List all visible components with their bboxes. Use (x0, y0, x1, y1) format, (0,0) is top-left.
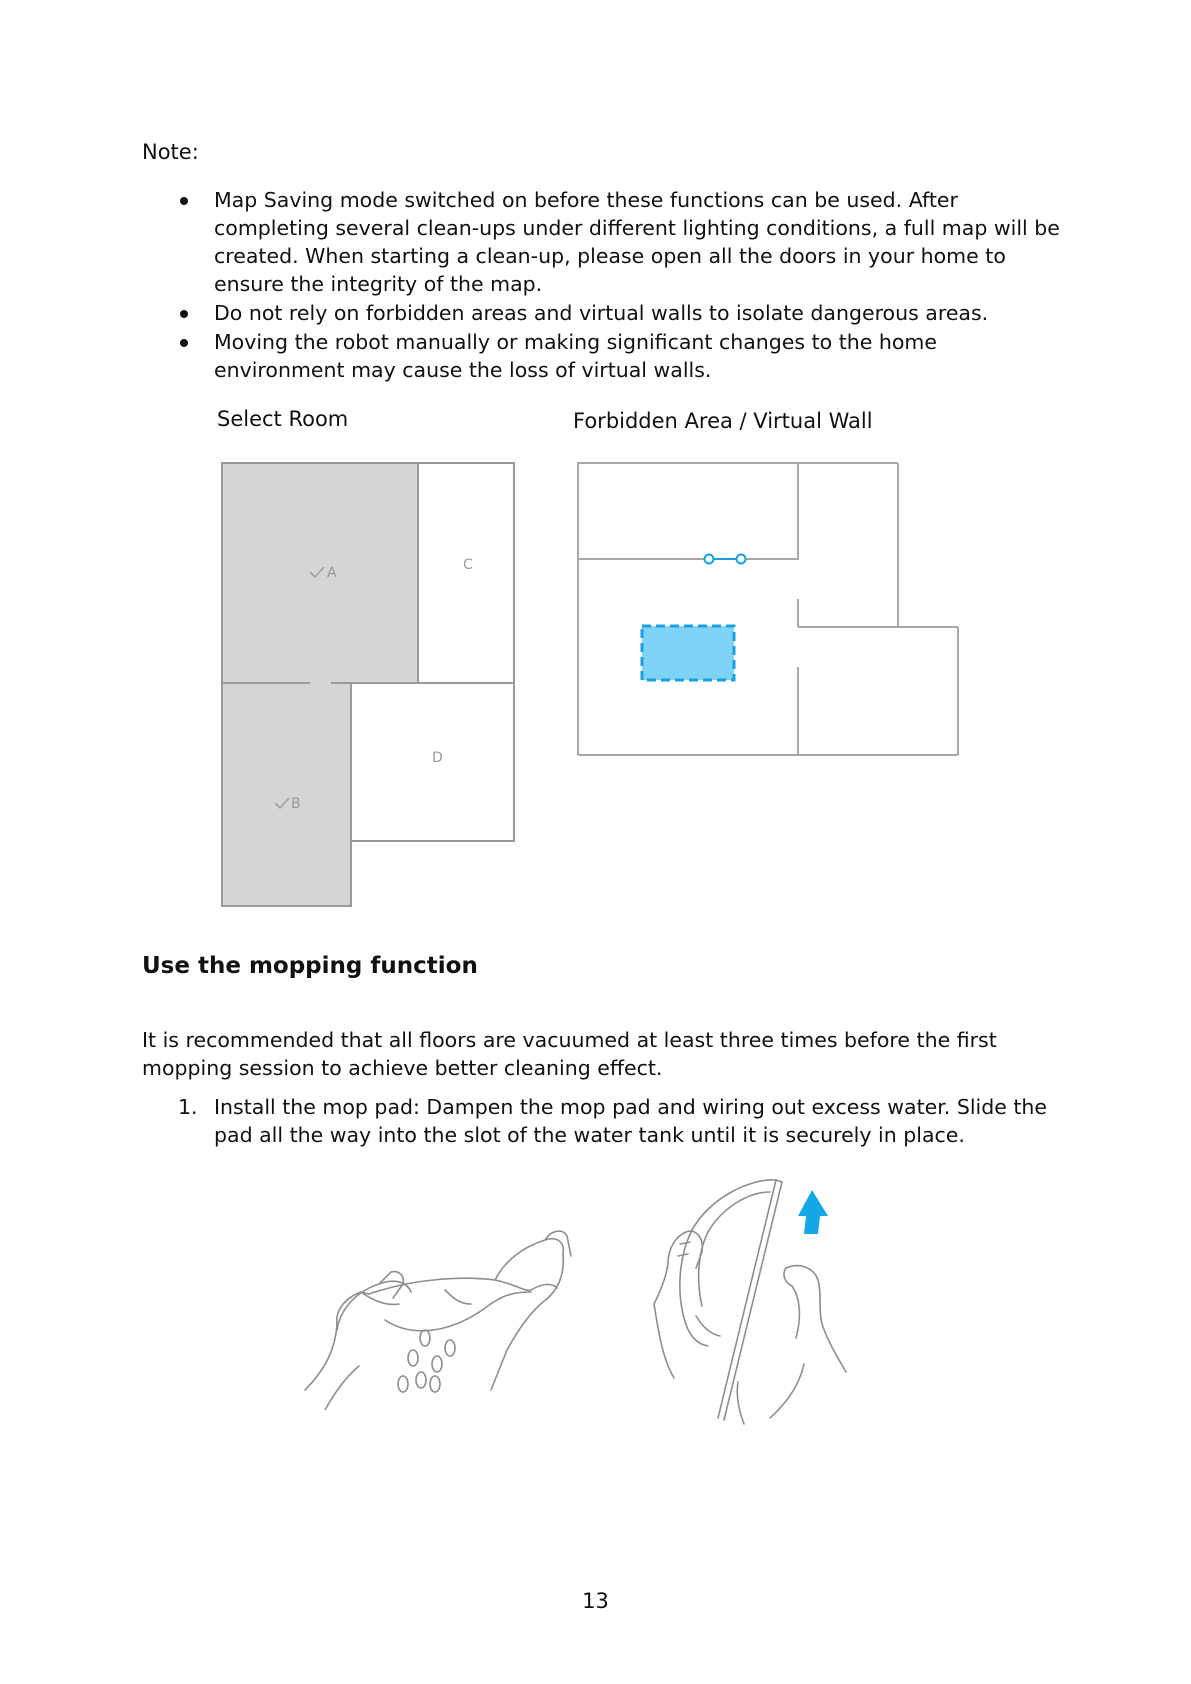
forbidden-area-caption: Forbidden Area / Virtual Wall (573, 409, 873, 433)
note-bullet-text: Map Saving mode switched on before these functions can be used. After completing several clean-ups under different lighting conditions, a full map will be created. When starting a clean-up, please open all the doors in your home to ensure the integrity of the map. (214, 188, 1060, 296)
note-bullet-list (172, 186, 1072, 385)
bullet-dot-icon (180, 197, 188, 205)
note-title: Note: (142, 140, 199, 164)
forbidden-area-map (570, 455, 970, 765)
note-bullet (172, 328, 1072, 384)
room-c (418, 463, 514, 683)
room-b (222, 683, 351, 906)
room-top-left (578, 463, 798, 559)
section-intro: It is recommended that all floors are vacuumed at least three times before the first mopping session to achieve better cleaning effect. (142, 1028, 997, 1080)
step-item (172, 1093, 1072, 1149)
note-bullet (172, 299, 1072, 327)
note-bullet-text: Do not rely on forbidden areas and virtual walls to isolate dangerous areas. (214, 301, 989, 325)
section-heading: Use the mopping function (142, 953, 478, 979)
room-label-a: A (327, 565, 337, 581)
step-number: 1. (178, 1095, 198, 1119)
bullet-dot-icon (180, 339, 188, 347)
bullet-dot-icon (180, 310, 188, 318)
virtual-wall (705, 555, 746, 564)
select-room-map (200, 455, 530, 915)
select-room-caption: Select Room (217, 407, 349, 431)
room-a (222, 463, 418, 683)
step-list (172, 1093, 1072, 1149)
forbidden-area-zone (642, 626, 734, 680)
page-number: 13 (582, 1589, 609, 1613)
room-label-c: C (463, 557, 473, 573)
step-text: Install the mop pad: Dampen the mop pad and wiring out excess water. Slide the pad all the way into the slot of the water tank until it is securely in place. (214, 1095, 1048, 1147)
arrow-up-icon (798, 1190, 828, 1234)
note-bullet (172, 186, 1072, 298)
install-mop-pad-illustration (640, 1168, 860, 1428)
room-label-b: B (291, 796, 301, 812)
wring-mop-illustration (295, 1180, 595, 1410)
note-bullet-text: Moving the robot manually or making significant changes to the home environment may cause the loss of virtual walls. (214, 330, 937, 382)
room-label-d: D (432, 750, 443, 766)
